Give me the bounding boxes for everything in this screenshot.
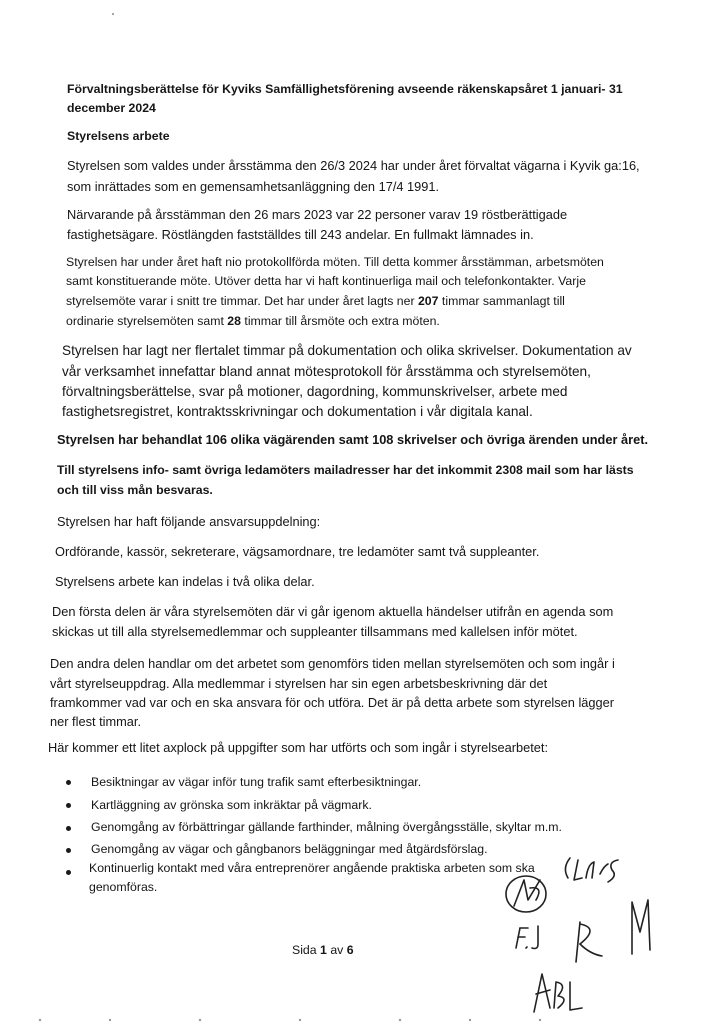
paragraph-3-line-4-end: timmar till årsmöte och extra möten.: [244, 314, 440, 328]
paragraph-1-line-2: som inrättades som en gemensamhetsanläggning den 17/4 1991.: [67, 179, 440, 194]
page-footer: [292, 944, 354, 956]
page-total: 6: [346, 943, 354, 957]
paragraph-12: Här kommer ett litet axplock på uppgifter som har utförts och som ingår i styrelsearbetet:: [48, 740, 548, 755]
bullet-dot: [66, 803, 71, 808]
page-footer-of: av: [330, 943, 344, 957]
handwritten-initials-lars: [560, 852, 620, 890]
paragraph-5: Styrelsen har behandlat 106 olika vägärenden samt 108 skrivelser och övriga ärenden under året.: [57, 432, 649, 447]
bullet-dot: [66, 780, 71, 785]
handwritten-signature-bottom: [530, 968, 588, 1016]
bullet-item-3: Genomgång av förbättringar gällande farthinder, målning övergångsställe, skyltar m.m.: [91, 820, 562, 834]
paragraph-2-line-2: fastighetsägare. Röstlängden fastställdes till 243 andelar. En fullmakt lämnades in.: [67, 227, 534, 242]
paragraph-4-line-2: vår verksamhet innefattar bland annat mötesprotokoll för årsstämma och styrelsemöten,: [62, 364, 591, 379]
paragraph-6-line-2: och till viss mån besvaras.: [57, 483, 213, 497]
handwritten-initials-fj: [512, 924, 548, 952]
paragraph-7: Styrelsen har haft följande ansvarsuppdelning:: [57, 514, 321, 529]
handwritten-signature-r: [566, 918, 606, 964]
paragraph-10-line-1: Den första delen är våra styrelsemöten där vi går igenom aktuella händelser utifrån en agenda som: [52, 604, 614, 619]
paragraph-3-line-2: samt konstituerande möte. Utöver detta har vi haft kontinuerliga mail och telefonkontakter. Varje: [66, 274, 586, 288]
bullet-dot: [66, 870, 71, 875]
paragraph-2-line-1: Närvarande på årsstämman den 26 mars 2023 var 22 personer varav 19 röstberättigade: [67, 207, 568, 222]
handwritten-signature-m: [624, 898, 656, 956]
paragraph-6-line-1: Till styrelsens info- samt övriga ledamöters mailadresser har det inkommit 2308 mail som har lästs: [57, 463, 634, 477]
paragraph-9: Styrelsens arbete kan indelas i två olika delar.: [55, 574, 315, 589]
bullet-item-2: Kartläggning av grönska som inkräktar på vägmark.: [91, 798, 372, 812]
bullet-dot: [66, 848, 71, 853]
paragraph-4-line-1: Styrelsen har lagt ner flertalet timmar på dokumentation och olika skrivelser. Dokumentation av: [62, 343, 632, 358]
page-bottom-scan-artifacts: [0, 1018, 719, 1022]
bullet-item-5: Kontinuerlig kontakt med våra entreprenörer angående praktiska arbeten som ska: [89, 861, 535, 875]
paragraph-4-line-4: fastighetsregistret, kontraktsskrivningar och dokumentation i vår digitala kanal.: [62, 404, 533, 419]
paragraph-3-line-3-text: styrelsemöte varar i snitt tre timmar. Det har under året lagts ner: [66, 294, 415, 308]
paragraph-11-line-3: framkommer vad var och en ska ansvara för och utföra. Det är på detta arbete som styrelsen lägger: [50, 695, 615, 710]
paragraph-4-line-3: förvaltningsberättelse, svar på motioner, dagordning, kommunskrivelser, arbete med: [62, 384, 568, 399]
handwritten-circled-initials-signature: [500, 870, 556, 918]
paragraph-3-line-1: Styrelsen har under året haft nio protokollförda möten. Till detta kommer årsstämman, arbetsmöten: [66, 255, 604, 269]
paragraph-3-line-4: [66, 315, 440, 327]
paragraph-8: Ordförande, kassör, sekreterare, vägsamordnare, tre ledamöter samt två suppleanter.: [55, 544, 540, 559]
paragraph-11-line-2: vårt styrelseuppdrag. Alla medlemmar i styrelsen har sin egen arbetsbeskrivning där det: [50, 676, 548, 691]
bullet-item-1: Besiktningar av vägar inför tung trafik samt efterbesiktningar.: [91, 775, 422, 789]
paragraph-3-line-3-end: timmar sammanlagt till: [441, 294, 565, 308]
board-meeting-hours: 207: [417, 294, 439, 308]
document-title-line2: december 2024: [67, 101, 156, 115]
paragraph-10-line-2: skickas ut till alla styrelsemedlemmar och suppleanter tillsammans med kallelsen inför mötet.: [52, 624, 578, 639]
paragraph-3-line-4-start: ordinarie styrelsemöten samt: [66, 314, 224, 328]
bullet-item-4: Genomgång av vägar och gångbanors beläggningar med åtgärdsförslag.: [91, 842, 488, 856]
page-footer-prefix: Sida: [292, 943, 317, 957]
bullet-item-5-continuation: genomföras.: [89, 880, 158, 894]
bullet-dot: [66, 826, 71, 831]
page-number: 1: [320, 943, 327, 957]
paragraph-3-line-3: [66, 295, 565, 307]
paragraph-11-line-1: Den andra delen handlar om det arbetet som genomförs tiden mellan styrelsemöten och som ingår i: [50, 656, 615, 671]
scan-speck: [112, 13, 114, 15]
paragraph-1-line-1: Styrelsen som valdes under årsstämma den 26/3 2024 har under året förvaltat vägarna i Kyvik ga:16,: [67, 158, 640, 173]
paragraph-11-line-4: ner flest timmar.: [50, 714, 142, 729]
document-title-line1: Förvaltningsberättelse för Kyviks Samfällighetsförening avseende räkenskapsåret 1 januari- 31: [67, 82, 623, 96]
section-heading: Styrelsens arbete: [67, 129, 170, 143]
other-meeting-hours: 28: [227, 314, 241, 328]
